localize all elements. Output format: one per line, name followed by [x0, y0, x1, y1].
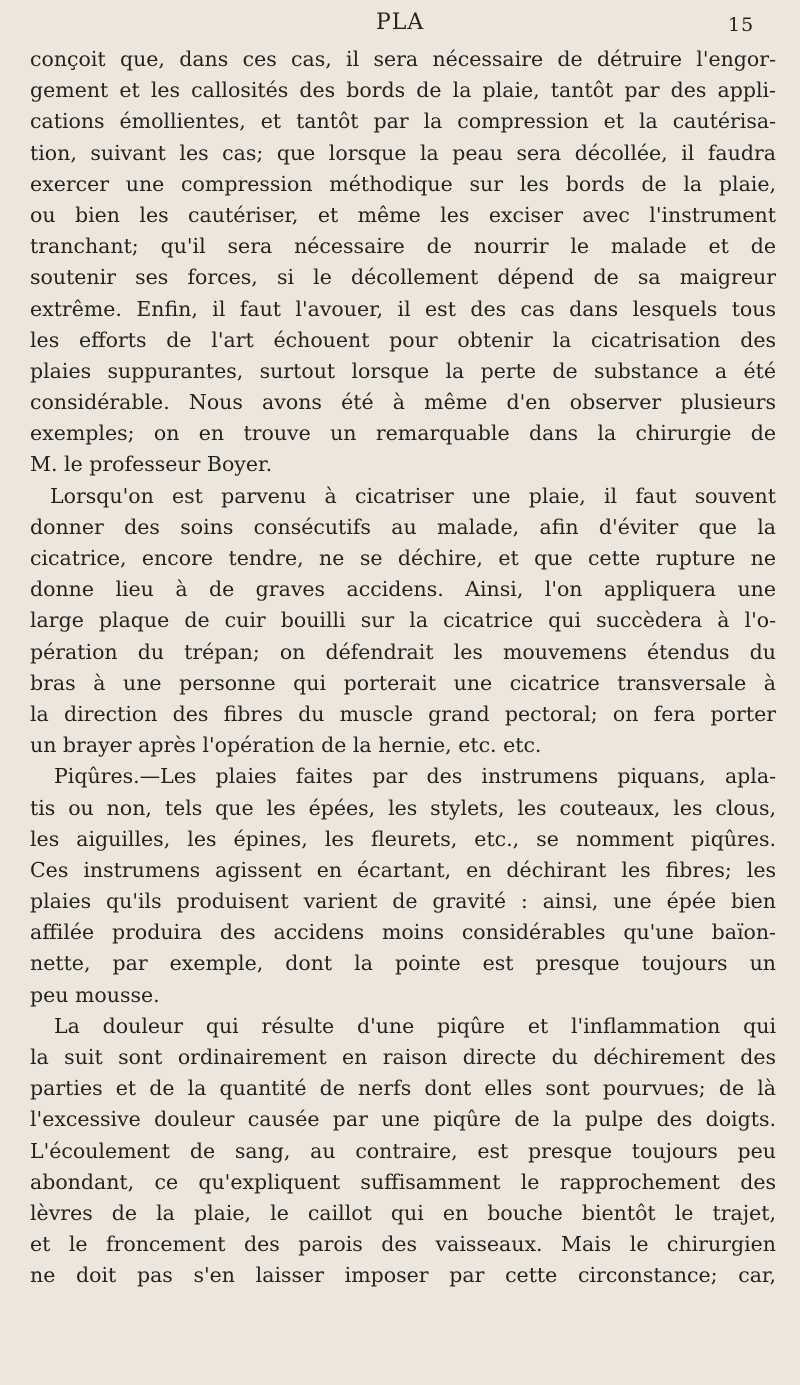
text-line: exercer une compression méthodique sur les bords de la plaie, [30, 171, 776, 196]
text-line: peu mousse. [30, 982, 160, 1007]
text-line: donne lieu à de graves accidens. Ainsi, l'on appliquera une [30, 577, 776, 602]
text-line: affilée produira des accidens moins considérables qu'une baïon- [30, 920, 776, 945]
text-line: Lorsqu'on est parvenu à cicatriser une plaie, il faut souvent [50, 483, 776, 508]
text-line: donner des soins consécutifs au malade, afin d'éviter que la [30, 514, 776, 539]
text-line: bras à une personne qui porterait une cicatrice transversale à [30, 670, 776, 695]
text-line: la suit sont ordinairement en raison directe du déchirement des [30, 1045, 776, 1069]
text-line: tis ou non, tels que les épées, les stylets, les couteaux, les clous, [30, 795, 776, 820]
text-line: abondant, ce qu'expliquent suffisamment le rapprochement des [30, 1169, 776, 1194]
text-line: soutenir ses forces, si le décollement dépend de sa maigreur [30, 265, 776, 290]
page-number: 15 [728, 14, 755, 36]
text-line: pération du trépan; on défendrait les mouvemens étendus du [30, 639, 776, 664]
text-line: tion, suivant les cas; que lorsque la peau sera décollée, il faudra [30, 140, 776, 165]
text-line: extrême. Enfin, il faut l'avouer, il est des cas dans lesquels tous [30, 296, 776, 321]
text-line: conçoit que, dans ces cas, il sera nécessaire de détruire l'engor- [30, 47, 776, 71]
text-line: un brayer après l'opération de la hernie, etc. etc. [30, 733, 542, 758]
text-line: La douleur qui résulte d'une piqûre et l'inflammation qui [54, 1013, 776, 1038]
text-line: cicatrice, encore tendre, ne se déchire, et que cette rupture ne [30, 546, 776, 570]
text-line: exemples; on en trouve un remarquable dans la chirurgie de [30, 421, 776, 446]
text-line: gement et les callosités des bords de la plaie, tantôt par des appli- [30, 78, 776, 103]
text-line: tranchant; qu'il sera nécessaire de nourrir le malade et de [30, 234, 776, 259]
text-line: ne doit pas s'en laisser imposer par cette circonstance; car, [30, 1263, 776, 1288]
text-line: l'excessive douleur causée par une piqûre de la pulpe des doigts. [30, 1107, 776, 1132]
text-line: L'écoulement de sang, au contraire, est presque toujours peu [30, 1138, 776, 1163]
text-line: lèvres de la plaie, le caillot qui en bouche bientôt le trajet, [30, 1200, 776, 1225]
text-line: M. le professeur Boyer. [30, 452, 273, 477]
text-line: Ces instrumens agissent en écartant, en déchirant les fibres; les [30, 857, 776, 882]
text-line: cations émollientes, et tantôt par la compression et la cautérisa- [30, 109, 776, 134]
body-text [30, 44, 776, 1292]
text-line: les efforts de l'art échouent pour obtenir la cicatrisation des [30, 327, 776, 352]
text-line: nette, par exemple, dont la pointe est presque toujours un [30, 951, 776, 976]
text-line: les aiguilles, les épines, les fleurets, etc., se nomment piqûres. [30, 826, 776, 851]
text-line: ou bien les cautériser, et même les exciser avec l'instrument [30, 202, 776, 227]
text-line: plaies qu'ils produisent varient de gravité : ainsi, une épée bien [30, 889, 776, 914]
running-head: PLA [376, 10, 425, 35]
text-line: la direction des fibres du muscle grand pectoral; on fera porter [30, 701, 776, 726]
text-line: parties et de la quantité de nerfs dont elles sont pourvues; de là [30, 1076, 776, 1101]
text-line: considérable. Nous avons été à même d'en observer plusieurs [30, 390, 776, 415]
text-line: et le froncement des parois des vaisseaux. Mais le chirurgien [30, 1232, 776, 1257]
text-line: large plaque de cuir bouilli sur la cicatrice qui succèdera à l'o- [30, 608, 776, 633]
page-header [0, 10, 800, 40]
text-line: plaies suppurantes, surtout lorsque la perte de substance a été [30, 358, 776, 383]
text-line: Piqûres.—Les plaies faites par des instrumens piquans, apla- [54, 764, 776, 789]
